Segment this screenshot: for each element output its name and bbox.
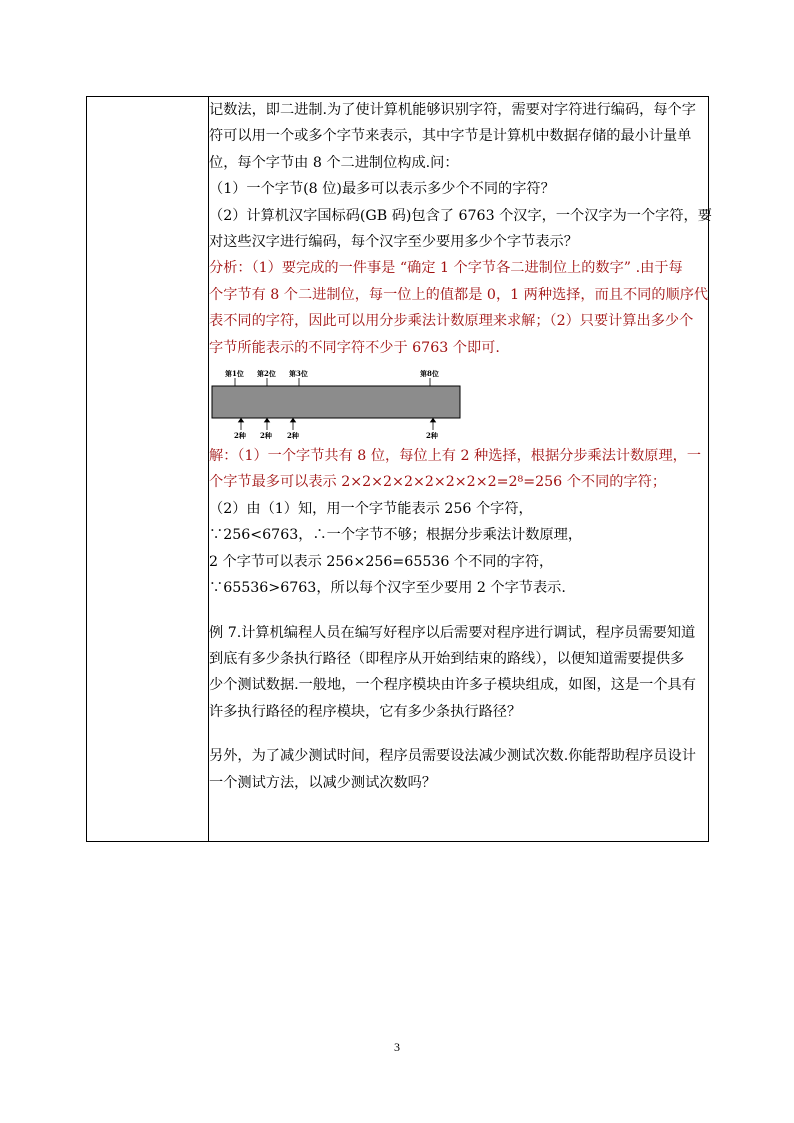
page-number: 3 [394, 1040, 400, 1054]
analysis-line: 表不同的字符，因此可以用分步乘法计数原理来求解；（2）只要计算出多少个 [209, 313, 694, 330]
spacer [209, 725, 708, 743]
choice-label-1: 2种 [234, 431, 246, 440]
example-7-line: 许多执行路径的程序模块，它有多少条执行路径？ [209, 703, 522, 720]
intro-line: 记数法，即二进制.为了使计算机能够识别字符，需要对字符进行编码，每个字 [209, 102, 696, 118]
solution-line: （2）由（1）知，用一个字节能表示 256 个字符， [209, 500, 533, 517]
byte-diagram [211, 369, 471, 439]
example-7-line: 少个测试数据.一般地，一个程序模块由许多子模块组成，如图，这是一个具有 [209, 677, 696, 694]
solution-line: ∵256<6763，∴一个字节不够；根据分步乘法计数原理， [209, 527, 583, 544]
followup-line: 另外，为了减少测试时间，程序员需要设法减少测试次数.你能帮助程序员设计 [209, 748, 696, 765]
question-2-cont: 对这些汉字进行编码，每个汉字至少要用多少个字节表示？ [209, 234, 578, 251]
bit-label-1: 第1位 [225, 369, 244, 379]
choice-label-3: 2种 [287, 431, 299, 440]
question-1: （1）一个字节(8 位)最多可以表示多少个不同的字符？ [209, 181, 555, 198]
arrow-head-1 [239, 419, 244, 423]
spacer [209, 602, 708, 620]
analysis-line: 字节所能表示的不同字符不少于 6763 个即可. [209, 339, 500, 356]
intro-line: 符可以用一个或多个字节来表示，其中字节是计算机中数据存储的最小计量单 [209, 128, 692, 145]
solution-line: ∵65536>6763，所以每个汉字至少要用 2 个字节表示. [209, 580, 566, 597]
left-column-cell [87, 97, 209, 842]
intro-line: 位，每个字节由 8 个二进制位构成.问： [209, 154, 459, 171]
byte-bits-figure [211, 369, 471, 439]
choice-label-2: 2种 [260, 431, 272, 440]
bit-label-8: 第8位 [420, 369, 439, 379]
solution-line: 个字节最多可以表示 2×2×2×2×2×2×2×2=2⁸=256 个不同的字符； [209, 474, 667, 491]
arrow-head-2 [265, 419, 270, 423]
lesson-table [86, 96, 712, 842]
arrow-head-3 [291, 419, 296, 423]
byte-bar [212, 386, 460, 418]
example-7-line: 例 7.计算机编程人员在编写好程序以后需要对程序进行调试，程序员需要知道 [209, 624, 696, 641]
choice-label-8: 2种 [426, 431, 438, 440]
bit-label-3: 第3位 [289, 369, 308, 379]
followup-line: 一个测试方法，以减少测试次数吗？ [209, 774, 437, 791]
arrow-head-8 [431, 419, 436, 423]
question-2: （2）计算机汉字国标码(GB 码)包含了 6763 个汉字，一个汉字为一个字符，要 [209, 207, 712, 224]
analysis-line: 分析：（1）要完成的一件事是 “确定 1 个字节各二进制位上的数字” .由于每 [209, 260, 683, 277]
content-cell [209, 97, 712, 842]
bit-label-2: 第2位 [257, 369, 276, 379]
example-7-line: 到底有多少条执行路径（即程序从开始到结束的路线），以便知道需要提供多 [209, 650, 685, 667]
solution-line: 解：（1）一个字节共有 8 位，每位上有 2 种选择，根据分步乘法计数原理，一 [209, 448, 702, 465]
analysis-line: 个字节有 8 个二进制位，每一位上的值都是 0，1 两种选择，而且不同的顺序代 [209, 286, 709, 303]
solution-line: 2 个字节可以表示 256×256=65536 个不同的字符， [209, 553, 554, 570]
